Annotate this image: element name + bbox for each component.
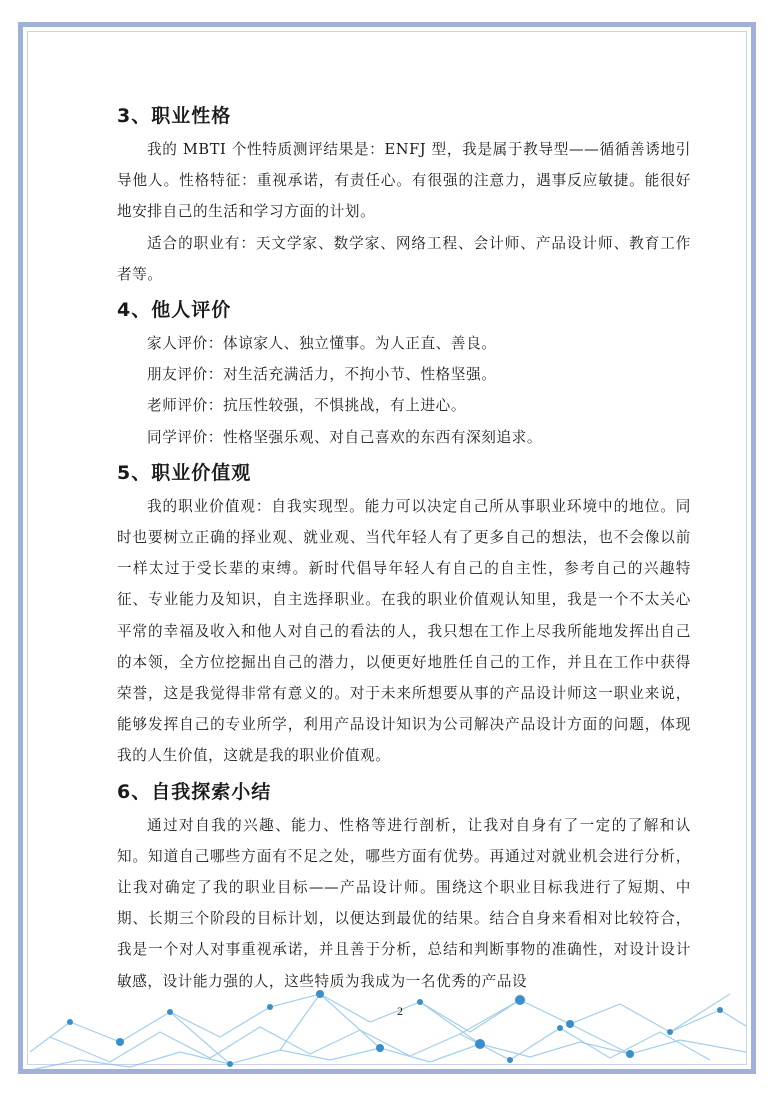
- page-number: 2: [397, 1004, 403, 1018]
- section-self-exploration-summary: [117, 776, 691, 997]
- document-body: [117, 100, 691, 997]
- paragraph: 适合的职业有：天文学家、数学家、网络工程、会计师、产品设计师、教育工作者等。: [117, 234, 691, 283]
- network-decoration: [30, 982, 746, 1074]
- section-others-evaluation: [117, 294, 691, 453]
- section-heading: 4、他人评价: [117, 299, 232, 322]
- paragraph: 我的职业价值观：自我实现型。能力可以决定自己所从事职业环境中的地位。同时也要树立正确的择业观、就业观、当代年轻人有了更多自己的想法，也不会像以前一样太过于受长辈的束缚。新时代倡导年轻人有自己的自主性，参考自己的兴趣特征、专业能力及知识，自主选择职业。在我的职业价值观认知里，我是一个不太关心平常的幸福及收入和他人对自己的看法的人，我只想在工作上尽我所能地发挥出自己的本领，全方位挖掘出自己的潜力，以便更好地胜任自己的工作，并且在工作中获得荣誉，这是我觉得非常有意义的。对于未来所想要从事的产品设计师这一职业来说，能够发挥自己的专业所学，利用产品设计知识为公司解决产品设计方面的问题，体现我的人生价值，这就是我的职业价值观。: [117, 497, 691, 765]
- section-career-personality: [117, 100, 691, 290]
- paragraph: 我的 MBTI 个性特质测评结果是：ENFJ 型，我是属于教导型——循循善诱地引导他人。性格特征：重视承诺，有责任心。有很强的注意力，遇事反应敏捷。能很好地安排自己的生活和学习方面的计划。: [117, 141, 691, 221]
- paragraph: 老师评价：抗压性较强，不惧挑战，有上进心。: [147, 397, 467, 415]
- section-heading: 6、自我探索小结: [117, 780, 272, 803]
- paragraph: 通过对自我的兴趣、能力、性格等进行剖析，让我对自身有了一定的了解和认知。知道自己哪些方面有不足之处，哪些方面有优势。再通过对就业机会进行分析，让我对确定了我的职业目标——产品设计师。围绕这个职业目标我进行了短期、中期、长期三个阶段的目标计划，以便达到最优的结果。结合自身来看相对比较符合，我是一个对人对事重视承诺，并且善于分析，总结和判断事物的准确性，对设计设计敏感，设计能力强的人，这些特质为我成为一名优秀的产品设: [117, 816, 691, 990]
- paragraph: 家人评价：体谅家人、独立懂事。为人正直、善良。: [147, 335, 497, 353]
- section-career-values: [117, 457, 691, 772]
- paragraph: 同学评价：性格坚强乐观、对自己喜欢的东西有深刻追求。: [147, 428, 543, 446]
- section-heading: 3、职业性格: [117, 105, 232, 127]
- section-heading: 5、职业价值观: [117, 461, 252, 484]
- paragraph: 朋友评价：对生活充满活力，不拘小节、性格坚强。: [147, 366, 497, 384]
